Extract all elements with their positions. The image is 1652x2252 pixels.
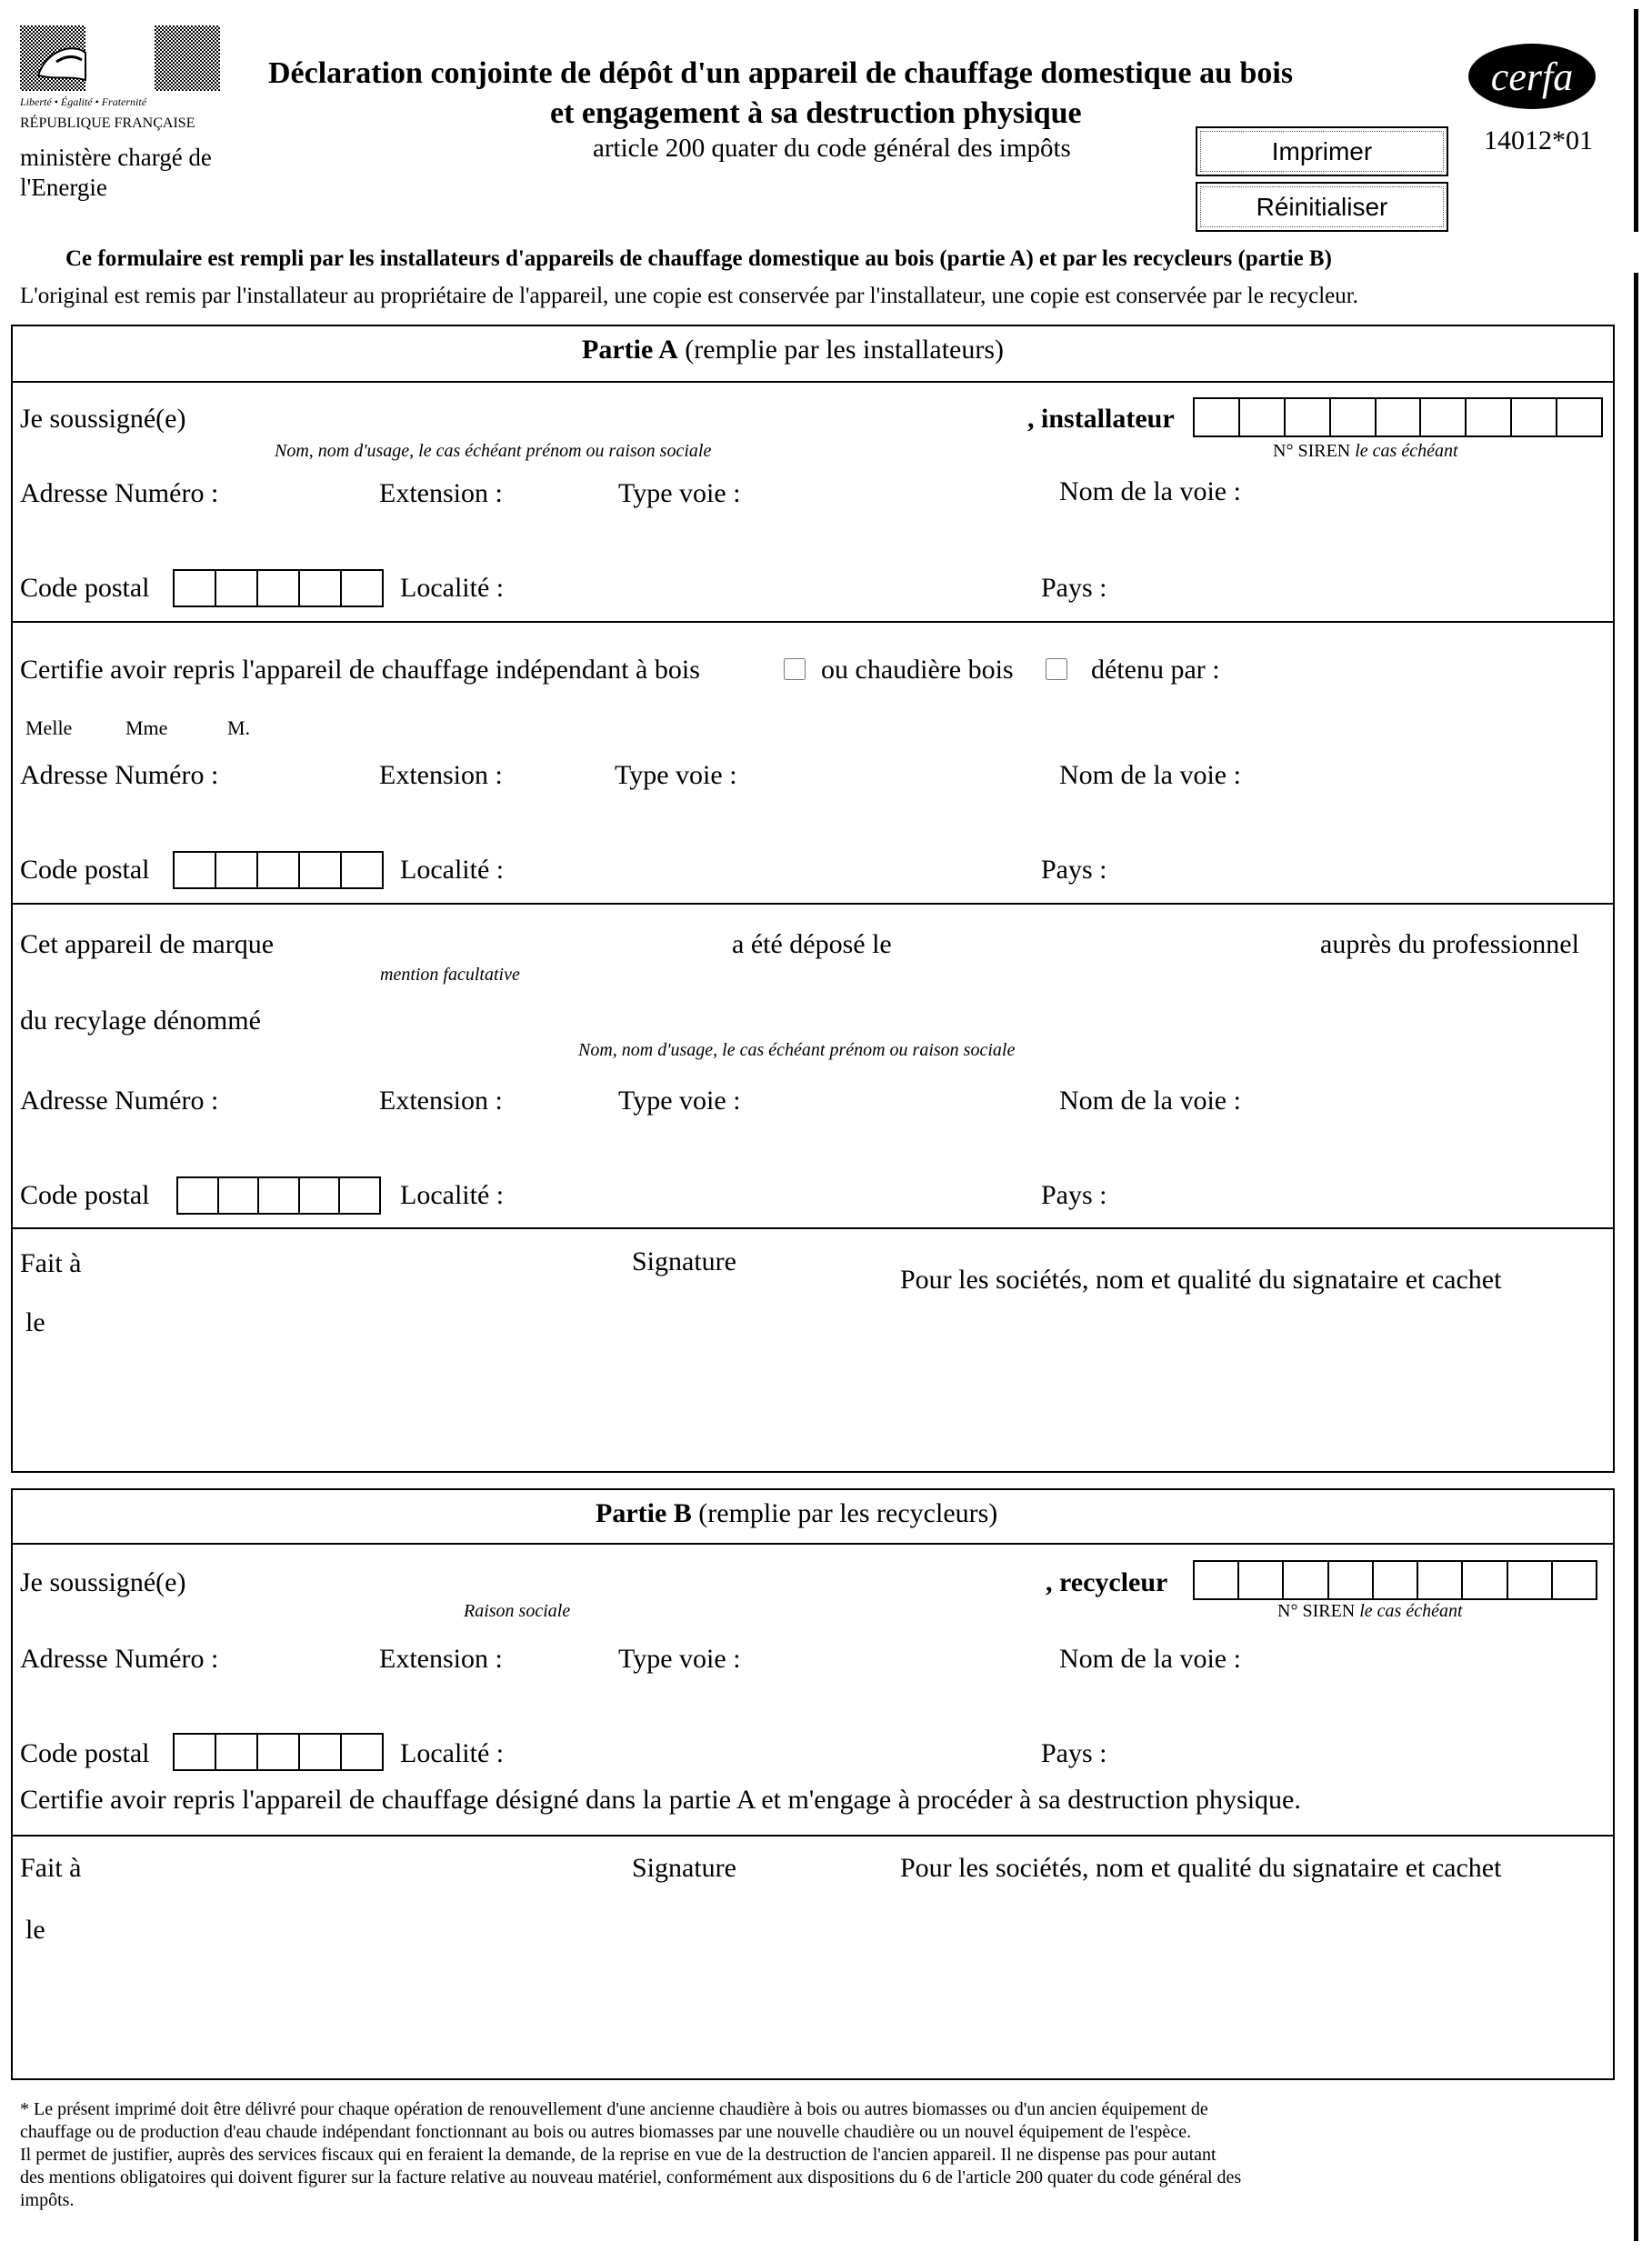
footnote-line4: des mentions obligatoires qui doivent figurer sur la facture relative au nouveau matériel, conformément aux dispositions du 6 de l'article 200 quater du code général des xyxy=(20,2167,1242,2187)
partA-code-postal3-label: Code postal xyxy=(20,1180,150,1210)
partA-independant-checkbox[interactable] xyxy=(784,658,806,680)
ministere-line2: l'Energie xyxy=(20,174,107,201)
partB-le-label: le xyxy=(25,1915,45,1945)
partB-code-postal-cells[interactable] xyxy=(173,1733,384,1771)
partB-divider-1 xyxy=(11,1543,1615,1545)
partA-m-label: M. xyxy=(227,716,251,739)
partA-pays3-input[interactable] xyxy=(1127,1176,1604,1215)
partA-marque-label: Cet appareil de marque xyxy=(20,929,275,959)
partA-chaudiere-label: ou chaudière bois xyxy=(821,655,1014,685)
partB-localite-input[interactable] xyxy=(518,1735,1031,1773)
partA-recyclage-hint: Nom, nom d'usage, le cas échéant prénom ou raison sociale xyxy=(578,1040,1016,1060)
footnote-line3: Il permet de justifier, auprès des services fiscaux qui en feraient la demande, de la reprise en vue de la destruction de l'ancien appareil. Il ne dispense pas pour autant xyxy=(20,2145,1216,2165)
partB-pays-label: Pays : xyxy=(1041,1738,1107,1768)
partA-type-voie3-input[interactable] xyxy=(755,1082,1049,1120)
partA-code-postal-label: Code postal xyxy=(20,573,150,603)
partB-title: Partie B (remplie par les recycleurs) xyxy=(596,1498,998,1528)
partA-nom-voie-input[interactable] xyxy=(1264,475,1604,513)
partA-mlle-label: Melle xyxy=(25,716,73,739)
partA-localite-label: Localité : xyxy=(400,573,505,603)
partB-soussigne-label: Je soussigné(e) xyxy=(20,1567,186,1597)
partB-fait-a-label: Fait à xyxy=(20,1853,82,1883)
intro-line1: Ce formulaire est rempli par les installateurs d'appareils de chauffage domestique au bois (partie A) et par les recycleurs (partie B) xyxy=(65,246,1332,271)
partA-mme-label: Mme xyxy=(125,716,168,739)
partA-detenu-label: détenu par : xyxy=(1091,655,1220,685)
partB-name-input[interactable] xyxy=(218,1564,1040,1602)
partB-societes-label: Pour les sociétés, nom et qualité du signataire et cachet xyxy=(900,1853,1502,1883)
cerfa-logo xyxy=(1468,44,1596,109)
partA-nom-voie2-input[interactable] xyxy=(1264,756,1604,795)
partA-recyclage-label: du recylage dénommé xyxy=(20,1006,261,1036)
partA-certifie-label: Certifie avoir repris l'appareil de chauffage indépendant à bois xyxy=(20,655,700,685)
partA-recycleur-name-input[interactable] xyxy=(300,1002,1604,1040)
partA-fait-a-label: Fait à xyxy=(20,1248,82,1278)
partB-siren-cells[interactable] xyxy=(1193,1560,1597,1600)
partB-code-postal-label: Code postal xyxy=(20,1738,150,1768)
partA-societes-label: Pour les sociétés, nom et qualité du signataire et cachet xyxy=(900,1265,1502,1295)
cerfa-logo-text: cerfa xyxy=(1490,54,1574,99)
partA-code-postal-cells[interactable] xyxy=(173,569,384,607)
partA-name-hint: Nom, nom d'usage, le cas échéant prénom ou raison sociale xyxy=(275,441,712,461)
partA-signature-area[interactable] xyxy=(618,1291,1600,1464)
partA-divider-2 xyxy=(11,621,1615,623)
republique-mark: Liberté • Égalité • Fraternité xyxy=(20,95,147,108)
partB-address-label: Adresse Numéro : xyxy=(20,1644,219,1674)
partA-detenteur-input[interactable] xyxy=(1236,651,1604,689)
partA-extension3-input[interactable] xyxy=(518,1082,613,1120)
partB-certifie-label: Certifie avoir repris l'appareil de chauffage désigné dans la partie A et m'engage à procéder à sa destruction physique. xyxy=(20,1785,1301,1815)
partA-civilite-name-input[interactable] xyxy=(273,711,1595,746)
partB-type-voie-label: Type voie : xyxy=(618,1644,741,1674)
partA-pays2-input[interactable] xyxy=(1127,851,1604,889)
partA-address2-label: Adresse Numéro : xyxy=(20,760,219,790)
partA-type-voie-input[interactable] xyxy=(755,475,1049,513)
partA-code-postal2-cells[interactable] xyxy=(173,851,384,889)
partA-extension2-label: Extension : xyxy=(379,760,503,790)
form-subtitle: article 200 quater du code général des impôts xyxy=(593,134,1071,163)
partA-extension2-input[interactable] xyxy=(518,756,613,795)
form-title-line1: Déclaration conjointe de dépôt d'un appareil de chauffage domestique au bois xyxy=(268,56,1294,90)
reset-button[interactable]: Réinitialiser xyxy=(1196,182,1448,232)
partA-nom-voie-label: Nom de la voie : xyxy=(1059,476,1241,506)
intro-line2: L'original est remis par l'installateur au propriétaire de l'appareil, une copie est conservée par l'installateur, une copie est conservée par le recycleur. xyxy=(20,284,1358,308)
partB-signature-area[interactable] xyxy=(618,1896,1600,2073)
partA-fait-a-input[interactable] xyxy=(100,1245,613,1283)
footnote-line2: chauffage ou de production d'eau chaude indépendant fonctionnant au bois ou autres biomasses par une nouvelle chaudière ou un nouvel équipement de l'espèce. xyxy=(20,2122,1192,2142)
partB-extension-input[interactable] xyxy=(518,1640,613,1678)
partB-divider-2 xyxy=(11,1835,1615,1837)
partA-localite2-label: Localité : xyxy=(400,855,505,885)
partA-nom-voie3-input[interactable] xyxy=(1264,1082,1604,1120)
print-button[interactable]: Imprimer xyxy=(1196,126,1448,176)
partA-depose-label: a été déposé le xyxy=(732,929,892,959)
partA-address3-label: Adresse Numéro : xyxy=(20,1086,219,1116)
partA-localite3-label: Localité : xyxy=(400,1180,505,1210)
partA-numero3-input[interactable] xyxy=(250,1082,372,1120)
partA-siren-hint: N° SIREN le cas échéant xyxy=(1273,441,1458,461)
partB-localite-label: Localité : xyxy=(400,1738,505,1768)
partA-localite-input[interactable] xyxy=(518,569,1031,607)
partA-numero-input[interactable] xyxy=(250,475,372,513)
ministere-line1: ministère chargé de xyxy=(20,144,212,171)
partA-extension-label: Extension : xyxy=(379,478,503,508)
partA-divider-4 xyxy=(11,1227,1615,1229)
partA-depose-date-input[interactable] xyxy=(918,926,1313,964)
partB-raison-sociale-hint: Raison sociale xyxy=(464,1601,571,1621)
footnote-line1: * Le présent imprimé doit être délivré pour chaque opération de renouvellement d'une ancienne chaudière à bois ou autres biomasses ou d'un ancien équipement de xyxy=(20,2099,1208,2119)
partB-signature-label: Signature xyxy=(632,1853,736,1883)
partA-installateur-label: , installateur xyxy=(1027,404,1175,434)
partA-type-voie2-label: Type voie : xyxy=(615,760,737,790)
right-margin-rule-lower xyxy=(1634,273,1638,2241)
partA-name-input[interactable] xyxy=(218,400,1022,438)
right-margin-rule xyxy=(1634,9,1638,232)
partB-fait-a-input[interactable] xyxy=(100,1849,613,1887)
partA-pays-input[interactable] xyxy=(1127,569,1604,607)
partA-marque-input[interactable] xyxy=(309,926,722,964)
partA-code-postal3-cells[interactable] xyxy=(176,1176,381,1215)
partA-siren-cells[interactable] xyxy=(1193,397,1603,437)
partA-nom-voie3-label: Nom de la voie : xyxy=(1059,1086,1241,1116)
partB-numero-input[interactable] xyxy=(250,1640,372,1678)
partA-nom-voie2-label: Nom de la voie : xyxy=(1059,760,1241,790)
partA-code-postal2-label: Code postal xyxy=(20,855,150,885)
partA-extension3-label: Extension : xyxy=(379,1086,503,1116)
partA-date-input[interactable] xyxy=(64,1304,613,1342)
partA-pays-label: Pays : xyxy=(1041,573,1107,603)
form-title-line2: et engagement à sa destruction physique xyxy=(550,96,1082,130)
partA-address-label: Adresse Numéro : xyxy=(20,478,219,508)
partA-localite3-input[interactable] xyxy=(518,1176,1031,1215)
partA-soussigne-label: Je soussigné(e) xyxy=(20,404,186,434)
partA-divider-3 xyxy=(11,903,1615,905)
partA-signature-label: Signature xyxy=(632,1246,736,1276)
partB-siren-hint: N° SIREN le cas échéant xyxy=(1277,1601,1463,1621)
partB-nom-voie-input[interactable] xyxy=(1264,1640,1604,1678)
partA-le-label: le xyxy=(25,1307,45,1337)
partA-mention-hint: mention facultative xyxy=(380,965,520,985)
partA-type-voie3-label: Type voie : xyxy=(618,1086,741,1116)
partA-localite2-input[interactable] xyxy=(518,851,1031,889)
form-number: 14012*01 xyxy=(1484,125,1593,155)
partA-divider-1 xyxy=(11,381,1615,383)
partA-type-voie-label: Type voie : xyxy=(618,478,741,508)
partB-extension-label: Extension : xyxy=(379,1644,503,1674)
partB-recycleur-label: , recycleur xyxy=(1046,1567,1168,1597)
partA-aupres-label: auprès du professionnel xyxy=(1320,929,1579,959)
partA-chaudiere-checkbox[interactable] xyxy=(1046,658,1067,680)
partB-date-input[interactable] xyxy=(64,1911,613,1949)
partA-type-voie2-input[interactable] xyxy=(755,756,1049,795)
partA-title: Partie A (remplie par les installateurs) xyxy=(582,335,1004,365)
partA-numero2-input[interactable] xyxy=(250,756,372,795)
partA-extension-input[interactable] xyxy=(518,475,613,513)
partB-type-voie-input[interactable] xyxy=(755,1640,1049,1678)
partB-pays-input[interactable] xyxy=(1127,1735,1604,1773)
republique-francaise: RÉPUBLIQUE FRANÇAISE xyxy=(20,115,195,131)
footnote-line5: impôts. xyxy=(20,2190,75,2210)
partA-pays3-label: Pays : xyxy=(1041,1180,1107,1210)
partA-pays2-label: Pays : xyxy=(1041,855,1107,885)
partB-nom-voie-label: Nom de la voie : xyxy=(1059,1644,1241,1674)
